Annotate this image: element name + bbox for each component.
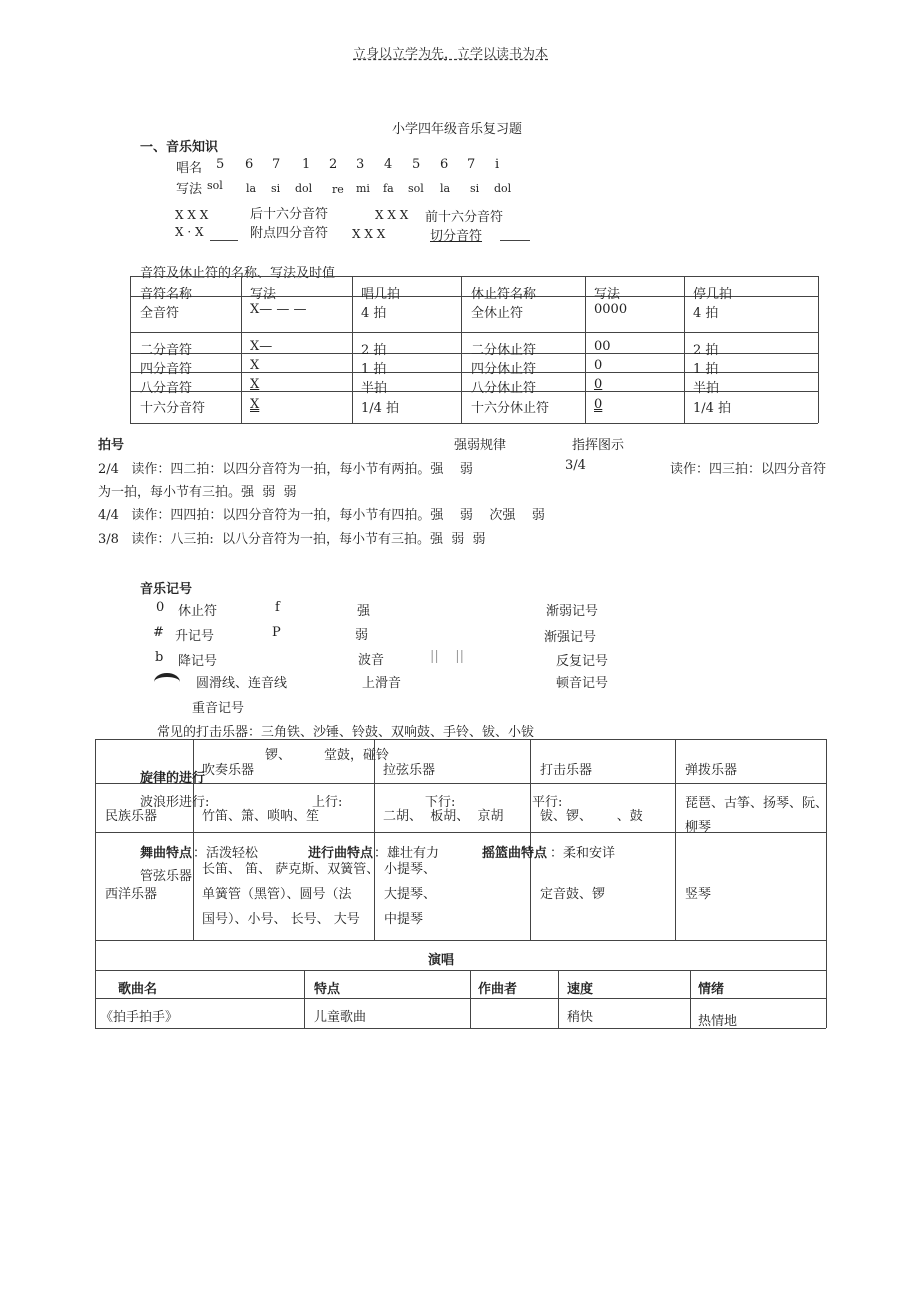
piano-symbol: P [272,625,281,640]
solfege-num: 5 [216,157,225,172]
forte-symbol: f [275,600,280,615]
rhythm-name: 附点四分音符 [250,226,329,241]
singing-title: 演唱 [428,953,455,968]
section-heading-music-knowledge: 一、音乐知识 [140,140,219,155]
table-cell: 二分音符 [140,343,193,358]
page-title: 小学四年级音乐复习题 [392,122,523,137]
table-cell: 2 拍 [361,343,387,358]
table-cell: 1 拍 [361,362,387,377]
dance-label: 舞曲特点 [140,846,193,861]
blank-line [210,240,238,241]
table-cell: 钹、锣、 、鼓 [540,809,643,824]
solfege-num: 6 [440,157,449,172]
table-header: 停几拍 [693,287,733,302]
solfege-syllable: fa [383,182,394,195]
solfege-label: 写法 [176,182,203,197]
table-cell: 二分休止符 [471,343,537,358]
solfege-syllable: la [246,182,257,195]
solfege-syllable: dol [295,182,313,195]
meter-line-2-4: 2/4 读作：四二拍：以四分音符为一拍，每小节有两拍。强 弱 [98,462,473,477]
table-cell: 儿童歌曲 [314,1010,367,1025]
flat-symbol: b [155,650,164,665]
table-cell: X— [250,339,273,354]
symbol-name: 休止符 [178,604,218,619]
rhythm-symbol: X X X [175,208,209,222]
solfege-num: 2 [329,157,338,172]
table-header: 写法 [594,287,621,302]
sharp-symbol: # [153,625,164,640]
solfege-num: 7 [272,157,281,172]
solfege-syllable: la [440,182,451,195]
table-cell: 1/4 拍 [693,401,732,416]
rhythm-symbol: X X X [375,208,409,222]
meter-line-4-4: 4/4 读作：四四拍：以四分音符为一拍，每小节有四拍。强 弱 次强 弱 [98,508,545,523]
table-cell: 1/4 拍 [361,401,400,416]
symbol-name: 升记号 [175,629,215,644]
table-cell: 十六分音符 [140,401,206,416]
march-label: 进行曲特点 [308,846,374,861]
meter-line-3-4-cont: 为一拍，每小节有三拍。强 弱 弱 [98,485,297,500]
meter-3-4-label: 3/4 [565,458,586,473]
percussion-list: 常见的打击乐器：三角铁、沙锤、铃鼓、双响鼓、手铃、钹、小钹 [157,725,535,740]
solfege-syllable: dol [494,182,512,195]
table-header: 唱几拍 [361,287,401,302]
rhythm-symbol: X · X [175,225,204,239]
table-header: 吹奏乐器 [202,763,255,778]
motion-wave: 波浪形进行: [140,795,210,810]
symbol-name: 重音记号 [192,701,245,716]
table-cell: 热情地 [698,1014,738,1029]
table-cell: 4 拍 [361,306,387,321]
table-cell: 八分休止符 [471,381,537,396]
solfege-num: 3 [356,157,365,172]
solfege-num: 1 [302,157,311,172]
motion-down: 下行: [425,795,456,810]
table-cell: 0 [594,377,603,392]
table-cell: 八分音符 [140,381,193,396]
repeat-bars-icon: || || [430,649,465,664]
table-cell: 全音符 [140,306,180,321]
table-cell: 大提琴、 [384,887,437,902]
table-header: 写法 [250,287,277,302]
table-header: 打击乐器 [540,763,593,778]
table-cell: 全休止符 [471,306,524,321]
table-cell: 四分休止符 [471,362,537,377]
table-header: 拉弦乐器 [383,763,436,778]
table-cell: 二胡、 板胡、 京胡 [383,809,504,824]
table-header: 休止符名称 [471,287,537,302]
table-cell: 00 [594,339,611,354]
slur-icon [154,673,180,691]
table-cell: 半拍 [361,381,388,396]
lullaby-label: 摇篮曲特点 [482,846,548,861]
table-header: 作曲者 [478,982,518,997]
table-header: 弹拨乐器 [685,763,738,778]
table-cell: 十六分休止符 [471,401,550,416]
table-header: 特点 [314,982,341,997]
table-cell: 《拍手拍手》 [100,1010,179,1025]
symbol-name: 渐强记号 [544,630,597,645]
table-cell: 稍快 [567,1010,594,1025]
solfege-num: 4 [384,157,393,172]
table-cell: 四分音符 [140,362,193,377]
row-label-folk: 民族乐器 [105,809,158,824]
symbol-name: 顿音记号 [556,676,609,691]
solfege-label: 唱名 [176,161,203,176]
solfege-syllable: si [470,182,480,195]
table-cell: 1 拍 [693,362,719,377]
meter-col-strength: 强弱规律 [454,438,507,453]
orchestra-label: 管弦乐器 [140,869,193,884]
solfege-syllable: sol [408,182,424,195]
solfege-syllable: re [332,183,344,196]
blank-line [500,240,530,241]
solfege-syllable: mi [356,182,370,195]
table-cell: 中提琴 [384,912,424,927]
meter-heading: 拍号 [98,438,125,453]
solfege-num: 6 [245,157,254,172]
symbol-name: 降记号 [178,654,218,669]
table-cell: X [250,358,260,373]
table-cell: 小提琴、 [384,862,437,877]
table-cell: 0 [594,358,603,373]
rhythm-name: 后十六分音符 [250,207,329,222]
motion-up: 上行: [312,795,343,810]
note-table-caption: 音符及休止符的名称、写法及时值 [140,266,336,281]
table-cell: 竖琴 [685,887,712,902]
symbols-heading: 音乐记号 [140,582,193,597]
table-cell: 定音鼓、锣 [540,887,606,902]
symbol-name: 强 [357,604,371,619]
table-cell: 竹笛、箫、唢呐、笙 [202,809,320,824]
table-cell: 国号）、小号、 长号、 大号 [202,912,360,927]
rest-symbol: 0 [156,600,165,615]
meter-col-conducting: 指挥图示 [572,438,625,453]
row-label-western: 西洋乐器 [105,887,158,902]
table-header: 音符名称 [140,287,193,302]
meter-line-3-8: 3/8 读作：八三拍: 以八分音符为一拍，每小节有三拍。强 弱 弱 [98,532,486,547]
symbol-name: 波音 [358,653,385,668]
table-cell: 2 拍 [693,343,719,358]
motion-flat: 平行: [532,795,563,810]
table-cell: 4 拍 [693,306,719,321]
table-cell: 琵琶、古筝、扬琴、阮、 [685,796,829,811]
table-cell: 长笛、 笛、 萨克斯、双簧管、 [202,862,380,877]
symbol-name: 弱 [355,628,369,643]
table-header: 歌曲名 [118,982,158,997]
symbol-name: 反复记号 [556,654,609,669]
dance-text: ：活泼轻松 [193,846,259,861]
symbol-name: 上滑音 [362,676,402,691]
solfege-syllable: sol [207,179,223,192]
rhythm-name: 切分音符 [430,229,483,244]
solfege-syllable: si [271,182,281,195]
overflow-text: 锣、 堂鼓，碰铃 [265,748,390,763]
rhythm-symbol: X X X [352,227,386,241]
march-text: ：雄壮有力 [374,846,440,861]
table-header: 速度 [567,982,594,997]
table-cell: X [250,397,260,412]
solfege-num: i [495,157,500,172]
meter-3-4-text: 读作：四三拍：以四分音符 [670,462,827,477]
table-cell: 0 [594,397,603,412]
header-motto: 立身以立学为先，立学以读书为本 [353,47,549,62]
table-cell: 半拍 [693,381,720,396]
table-header: 情绪 [698,982,725,997]
table-cell: X [250,377,260,392]
lullaby-text: ：柔和安详 [550,846,616,861]
solfege-num: 5 [412,157,421,172]
melody-heading: 旋律的进行 [140,771,206,786]
table-cell: 单簧管（黑管）、圆号（法 [202,887,352,902]
symbol-name: 圆滑线、连音线 [196,676,288,691]
rhythm-name: 前十六分音符 [425,210,504,225]
table-cell: 柳琴 [685,820,712,835]
solfege-num: 7 [467,157,476,172]
symbol-name: 渐弱记号 [546,604,599,619]
table-cell: 0000 [594,302,628,317]
table-cell: X— — — [250,302,307,317]
